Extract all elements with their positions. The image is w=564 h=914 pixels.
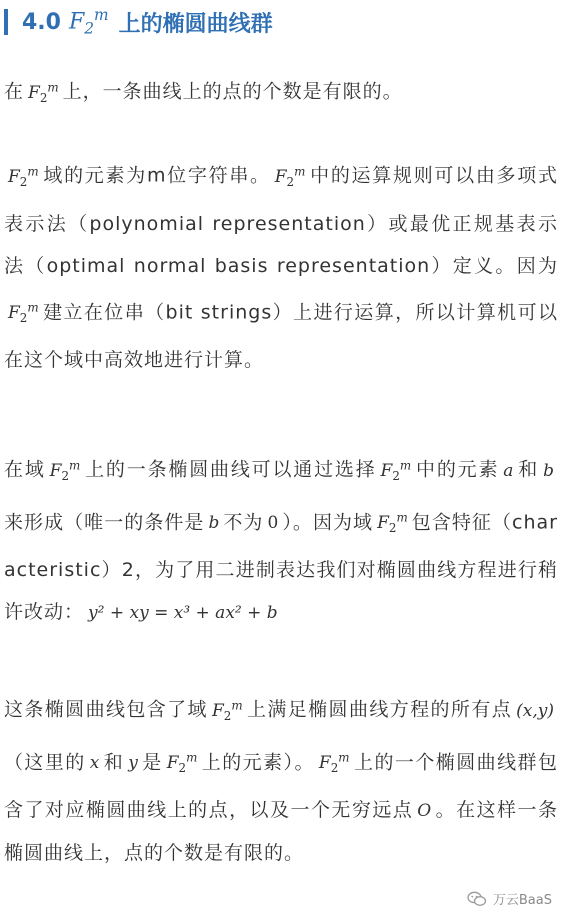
paragraph-4: 这条椭圆曲线包含了域 $F_2^m$ 上满足椭圆曲线方程的所有点 (x,y)（这里的 x 和 y 是 $F_2^m$ 上的元素）。 $F_2^m$ 上的一个椭圆曲线群包含了对应椭圆曲线上的点，以及一个无穷远点 O 。在这样一条椭圆曲线上，点的个数是有限的。 xyxy=(4,698,558,865)
field-symbol: $F_2^m$ xyxy=(318,750,350,776)
field-symbol: $F_2^m$ xyxy=(211,698,243,723)
paragraph-3: 在域 $F_2^m$ 上的一条椭圆曲线可以通过选择 $F_2^m$ 中的元素 a 和 b来形成（唯一的条件是 b 不为 0 ）。因为域 $F_2^m$ 包含特征（characteristic）2，为了用二进制表达我们对椭圆曲线方程进行稍许改动： y² + xy = x³ + ax² + b xyxy=(4,458,558,624)
curve-equation: y² + xy = x³ + ax² + b xyxy=(88,603,278,624)
section-number: 4.0 xyxy=(22,9,61,35)
paragraph-2: $F_2^m$ 域的元素为m位字符串。 $F_2^m$ 中的运算规则可以由多项式表示法（polynomial representation）或最优正规基表示法（optimal normal basis representation）定义。因为$F_2^m$ 建立在位串（bit strings）上进行运算，所以计算机可以在这个域中高效地进行计算。 xyxy=(4,164,558,372)
var-a: a xyxy=(503,460,514,481)
watermark-label: 万云BaaS xyxy=(492,893,552,908)
field-symbol: $F_2^m$ xyxy=(166,750,198,776)
watermark xyxy=(467,889,552,908)
infinity-point: O xyxy=(417,801,432,822)
field-symbol: $F_2^m$ xyxy=(28,80,59,105)
field-symbol: $F_2^m$ xyxy=(8,164,39,189)
zero-value: 0 xyxy=(267,513,279,534)
field-symbol: $F_2^m$ xyxy=(274,164,306,189)
heading-accent-bar xyxy=(4,9,8,35)
section-title: 上的椭圆曲线群 xyxy=(118,11,273,37)
wechat-icon xyxy=(467,891,487,907)
section-heading xyxy=(4,4,273,40)
var-y: y xyxy=(128,753,138,774)
paragraph-1: 在 $F_2^m$ 上，一条曲线上的点的个数是有限的。 xyxy=(4,80,403,105)
point-xy: (x,y) xyxy=(516,700,554,721)
var-b: b xyxy=(208,513,220,534)
field-symbol: $F_2^m$ xyxy=(380,458,412,483)
field-symbol: $F_2^m$ xyxy=(8,300,39,326)
field-symbol: $F_2^m$ xyxy=(49,458,81,483)
field-symbol: $F_2^m$ xyxy=(68,6,109,38)
var-b: b xyxy=(543,460,554,481)
field-symbol: $F_2^m$ xyxy=(377,510,408,536)
var-x: x xyxy=(89,753,100,774)
